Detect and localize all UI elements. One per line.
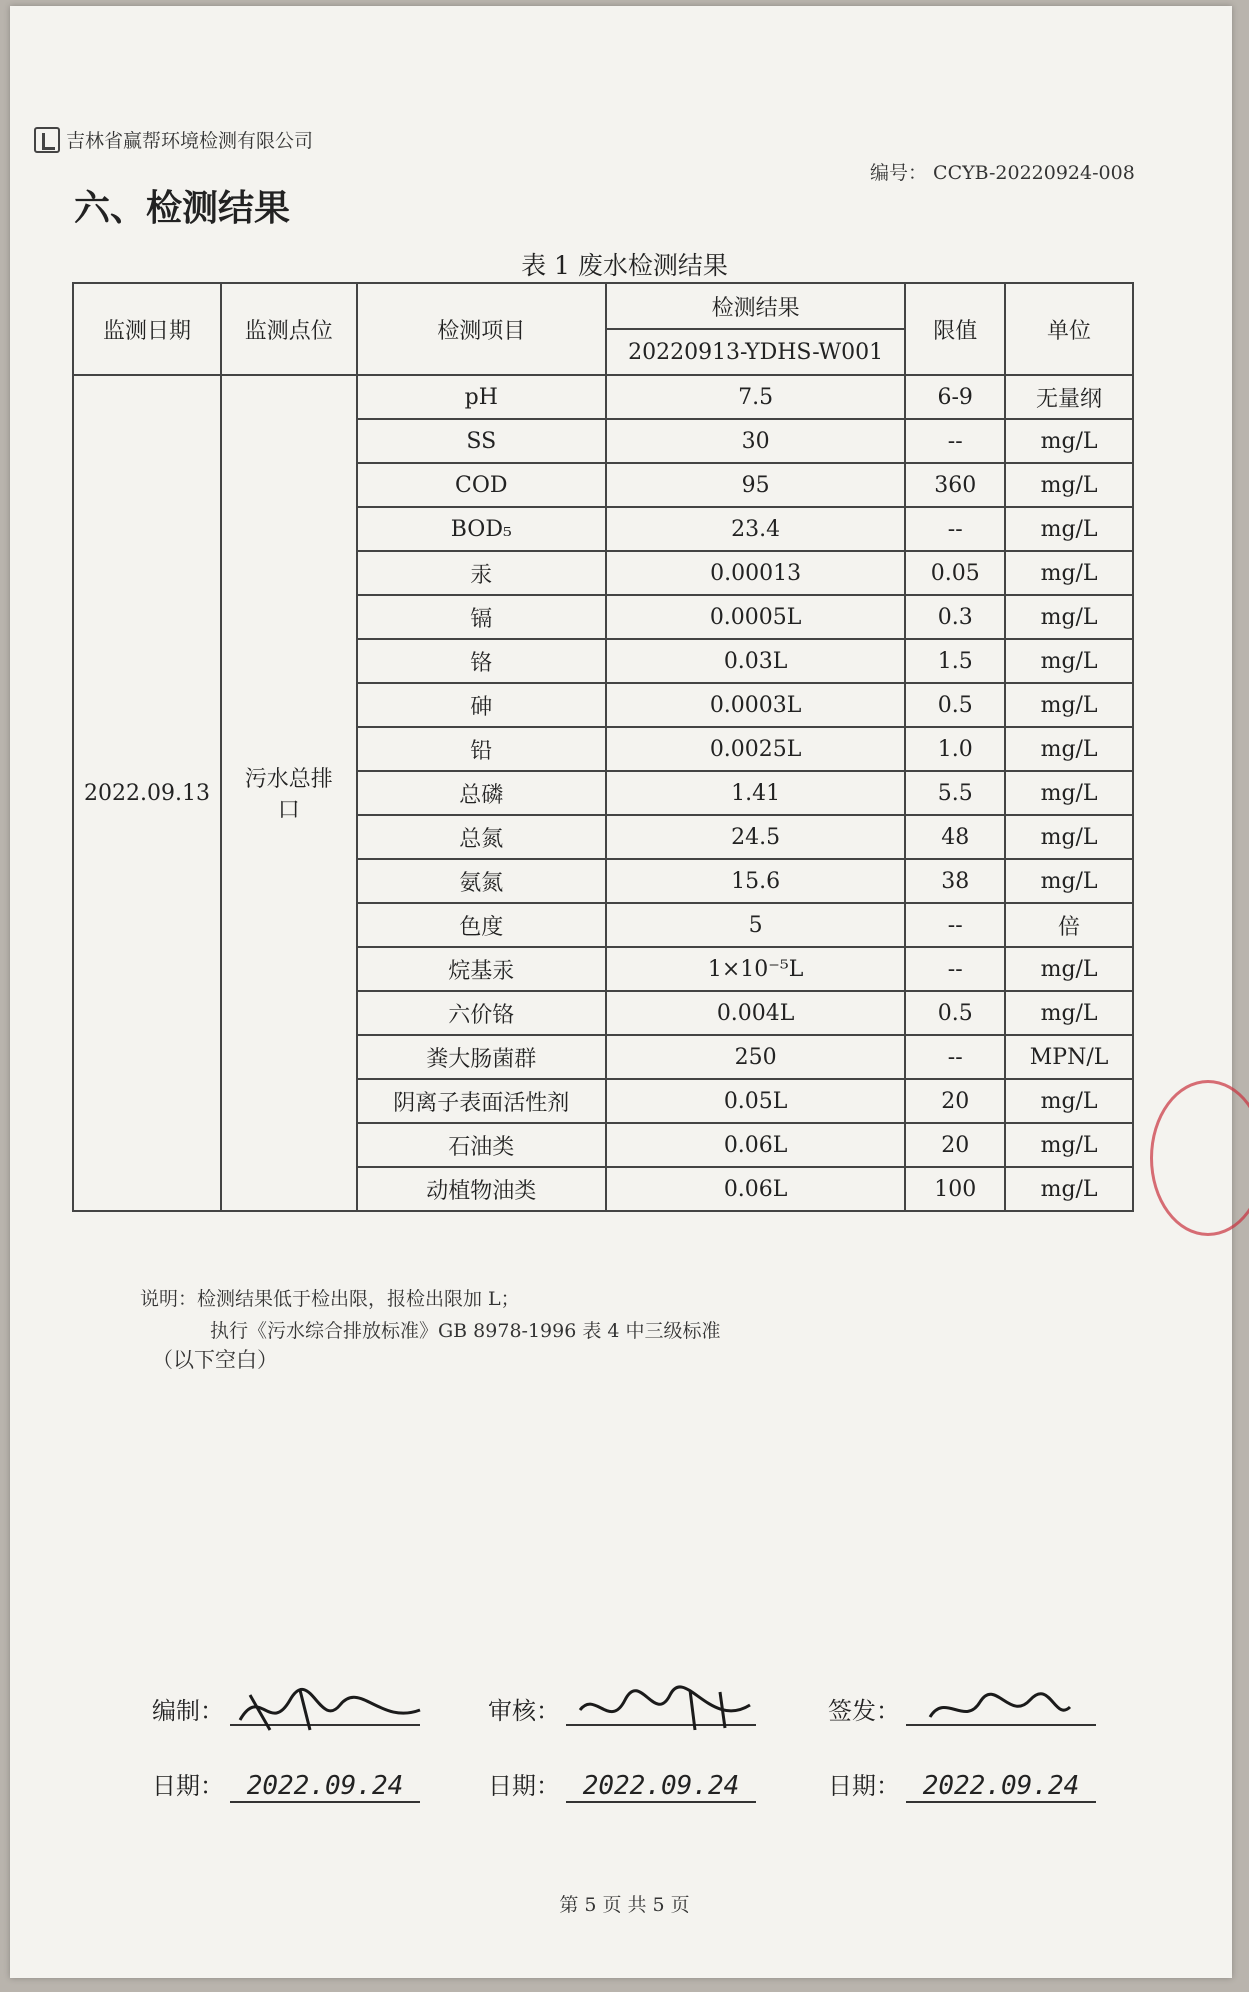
cell-limit: 0.05 — [905, 551, 1005, 595]
reviewed-date: 2022.09.24 — [566, 1771, 756, 1803]
cell-unit: mg/L — [1005, 595, 1133, 639]
cell-result: 0.03L — [606, 639, 905, 683]
issued-date: 2022.09.24 — [906, 1771, 1096, 1803]
cell-limit: 20 — [905, 1123, 1005, 1167]
header-unit: 单位 — [1005, 283, 1133, 375]
cell-unit: mg/L — [1005, 507, 1133, 551]
cell-item: 色度 — [357, 903, 606, 947]
cell-result: 250 — [606, 1035, 905, 1079]
cell-item: 镉 — [357, 595, 606, 639]
reviewed-label: 审核： — [488, 1697, 560, 1725]
compiled-date-label: 日期： — [152, 1772, 224, 1800]
header-result: 检测结果 — [606, 283, 905, 329]
cell-item: 总磷 — [357, 771, 606, 815]
cell-unit: mg/L — [1005, 419, 1133, 463]
cell-limit: 360 — [905, 463, 1005, 507]
cell-item: 汞 — [357, 551, 606, 595]
cell-item: SS — [357, 419, 606, 463]
cell-unit: mg/L — [1005, 727, 1133, 771]
cell-result: 7.5 — [606, 375, 905, 419]
results-table — [72, 282, 1134, 1212]
header-item: 检测项目 — [357, 283, 606, 375]
section-title: 六、检测结果 — [74, 188, 291, 229]
reviewed-date-label: 日期： — [488, 1772, 560, 1800]
cell-unit: mg/L — [1005, 991, 1133, 1035]
cell-limit: 100 — [905, 1167, 1005, 1211]
cell-item: BOD₅ — [357, 507, 606, 551]
cell-unit: 无量纲 — [1005, 375, 1133, 419]
page-footer: 第 5 页 共 5 页 — [559, 1894, 690, 1916]
cell-limit: -- — [905, 903, 1005, 947]
cell-unit: 倍 — [1005, 903, 1133, 947]
table-caption: 表 1 废水检测结果 — [521, 251, 728, 280]
cell-item: 阴离子表面活性剂 — [357, 1079, 606, 1123]
company-logo-icon — [34, 127, 60, 153]
cell-limit: 48 — [905, 815, 1005, 859]
cell-unit: mg/L — [1005, 463, 1133, 507]
issued-date-label: 日期： — [828, 1772, 900, 1800]
cell-result: 0.00013 — [606, 551, 905, 595]
header-sample-id: 20220913-YDHS-W001 — [606, 329, 905, 375]
cell-result: 30 — [606, 419, 905, 463]
issued-signature — [920, 1682, 1080, 1737]
reviewed-signature — [570, 1680, 770, 1740]
cell-limit: 0.3 — [905, 595, 1005, 639]
header-limit: 限值 — [905, 283, 1005, 375]
blank-remainder: （以下空白） — [152, 1348, 278, 1372]
cell-unit: mg/L — [1005, 947, 1133, 991]
cell-result: 0.06L — [606, 1167, 905, 1211]
cell-result: 24.5 — [606, 815, 905, 859]
cell-result: 1×10⁻⁵L — [606, 947, 905, 991]
cell-item: 砷 — [357, 683, 606, 727]
notes — [140, 1283, 721, 1347]
issued-label: 签发： — [828, 1697, 900, 1725]
cell-limit: 1.0 — [905, 727, 1005, 771]
cell-limit: 1.5 — [905, 639, 1005, 683]
cell-result: 0.004L — [606, 991, 905, 1035]
cell-item: pH — [357, 375, 606, 419]
cell-unit: mg/L — [1005, 815, 1133, 859]
cell-item: COD — [357, 463, 606, 507]
cell-limit: -- — [905, 947, 1005, 991]
cell-unit: mg/L — [1005, 771, 1133, 815]
cell-unit: MPN/L — [1005, 1035, 1133, 1079]
compiled-signature — [230, 1680, 430, 1740]
cell-item: 动植物油类 — [357, 1167, 606, 1211]
cell-limit: 6-9 — [905, 375, 1005, 419]
report-number: 编号： CCYB-20220924-008 — [870, 162, 1135, 184]
header-point: 监测点位 — [221, 283, 357, 375]
issued-date-row — [828, 1766, 1096, 1803]
cell-unit: mg/L — [1005, 1123, 1133, 1167]
cell-result: 0.05L — [606, 1079, 905, 1123]
cell-unit: mg/L — [1005, 551, 1133, 595]
cell-result: 1.41 — [606, 771, 905, 815]
cell-point: 污水总排口 — [221, 375, 357, 1211]
reviewed-date-row — [488, 1766, 756, 1803]
note-line-2: 执行《污水综合排放标准》GB 8978-1996 表 4 中三级标准 — [210, 1320, 721, 1342]
compiled-date: 2022.09.24 — [230, 1771, 420, 1803]
cell-result: 5 — [606, 903, 905, 947]
table-row — [73, 375, 1133, 419]
compiled-date-row — [152, 1766, 420, 1803]
cell-result: 0.0025L — [606, 727, 905, 771]
cell-item: 石油类 — [357, 1123, 606, 1167]
cell-item: 铬 — [357, 639, 606, 683]
cell-date: 2022.09.13 — [73, 375, 221, 1211]
cell-unit: mg/L — [1005, 1079, 1133, 1123]
cell-limit: 20 — [905, 1079, 1005, 1123]
cell-item: 铅 — [357, 727, 606, 771]
cell-result: 0.0005L — [606, 595, 905, 639]
cell-unit: mg/L — [1005, 1167, 1133, 1211]
cell-item: 烷基汞 — [357, 947, 606, 991]
cell-limit: 38 — [905, 859, 1005, 903]
cell-item: 六价铬 — [357, 991, 606, 1035]
compiled-label: 编制： — [152, 1697, 224, 1725]
cell-item: 总氮 — [357, 815, 606, 859]
cell-result: 0.0003L — [606, 683, 905, 727]
cell-limit: 0.5 — [905, 991, 1005, 1035]
cell-item: 氨氮 — [357, 859, 606, 903]
cell-result: 0.06L — [606, 1123, 905, 1167]
cell-limit: -- — [905, 1035, 1005, 1079]
header-date: 监测日期 — [73, 283, 221, 375]
cell-result: 95 — [606, 463, 905, 507]
company-header — [34, 126, 313, 153]
note-line-1: 说明：检测结果低于检出限，报检出限加 L； — [140, 1288, 520, 1310]
cell-result: 15.6 — [606, 859, 905, 903]
cell-limit: -- — [905, 507, 1005, 551]
cell-limit: -- — [905, 419, 1005, 463]
cell-unit: mg/L — [1005, 859, 1133, 903]
cell-result: 23.4 — [606, 507, 905, 551]
cell-limit: 5.5 — [905, 771, 1005, 815]
cell-limit: 0.5 — [905, 683, 1005, 727]
cell-unit: mg/L — [1005, 639, 1133, 683]
cell-item: 粪大肠菌群 — [357, 1035, 606, 1079]
company-name: 吉林省赢帮环境检测有限公司 — [66, 130, 314, 152]
cell-unit: mg/L — [1005, 683, 1133, 727]
